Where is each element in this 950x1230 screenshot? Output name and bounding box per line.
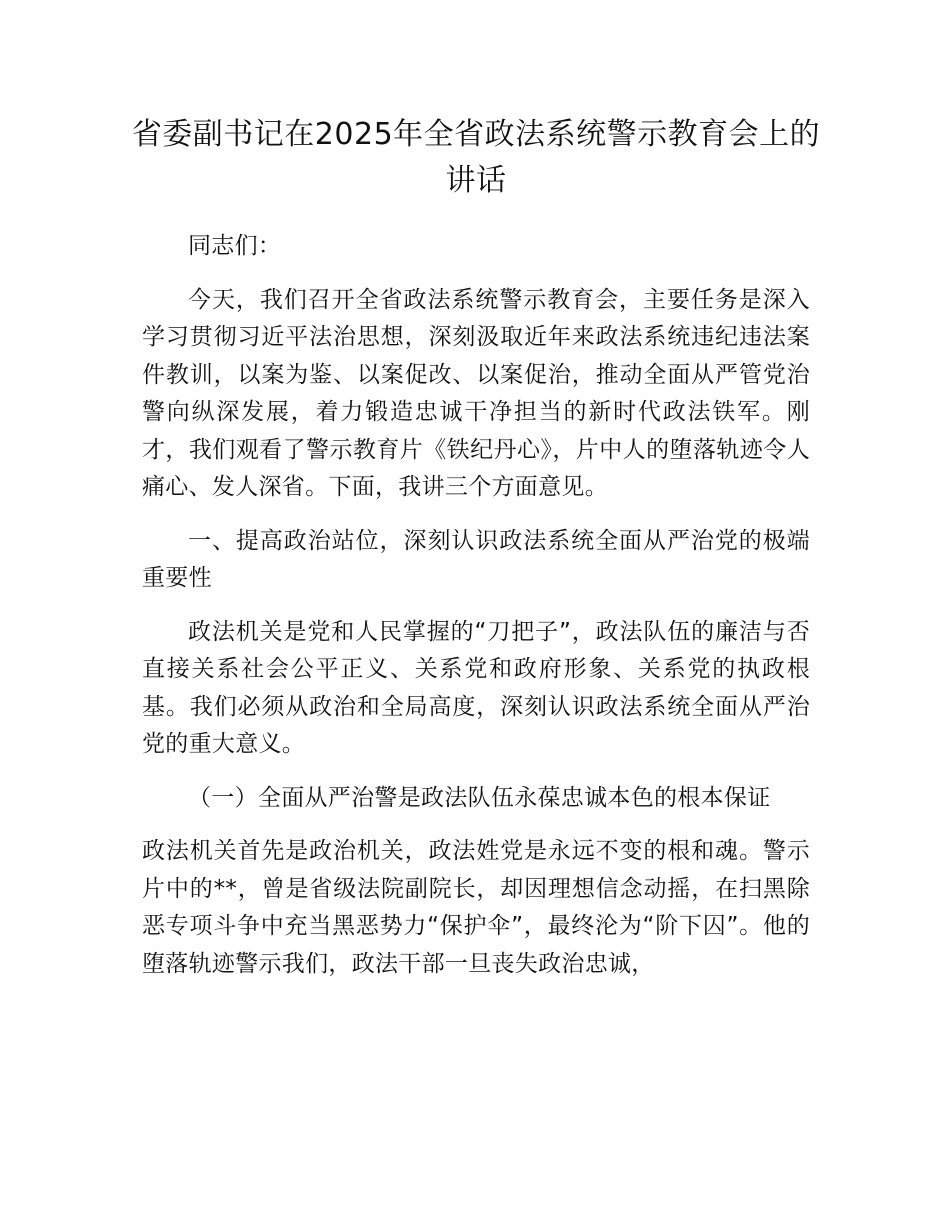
section-1-paragraph: 政法机关是党和人民掌握的“刀把子”，政法队伍的廉洁与否直接关系社会公平正义、关系党和政府形象、关系党的执政根基。我们必须从政治和全局高度，深刻认识政法系统全面从严治党的重大意义。 [142, 618, 810, 757]
document-title: 省委副书记在2025年全省政法系统警示教育会上的讲话 [131, 117, 821, 198]
salutation: 同志们： [188, 233, 282, 259]
section-heading-1: 一、提高政治站位，深刻认识政法系统全面从严治党的极端重要性 [142, 527, 810, 591]
subsection-1-paragraph: 政法机关首先是政治机关，政法姓党是永远不变的根和魂。警示片中的**，曾是省级法院副院长，却因理想信念动摇，在扫黑除恶专项斗争中充当黑恶势力“保护伞”，最终沦为“阶下囚”。他的堕落轨迹警示我们，政法干部一旦丧失政治忠诚， [142, 838, 810, 977]
document-page [131, 112, 821, 999]
opening-paragraph: 今天，我们召开全省政法系统警示教育会，主要任务是深入学习贯彻习近平法治思想，深刻汲取近年来政法系统违纪违法案件教训，以案为鉴、以案促改、以案促治，推动全面从严管党治警向纵深发展，着力锻造忠诚干净担当的新时代政法铁军。刚才，我们观看了警示教育片《铁纪丹心》，片中人的堕落轨迹令人痛心、发人深省。下面，我讲三个方面意见。 [142, 286, 810, 500]
subsection-heading-1: （一）全面从严治警是政法队伍永葆忠诚本色的根本保证 [188, 784, 771, 811]
